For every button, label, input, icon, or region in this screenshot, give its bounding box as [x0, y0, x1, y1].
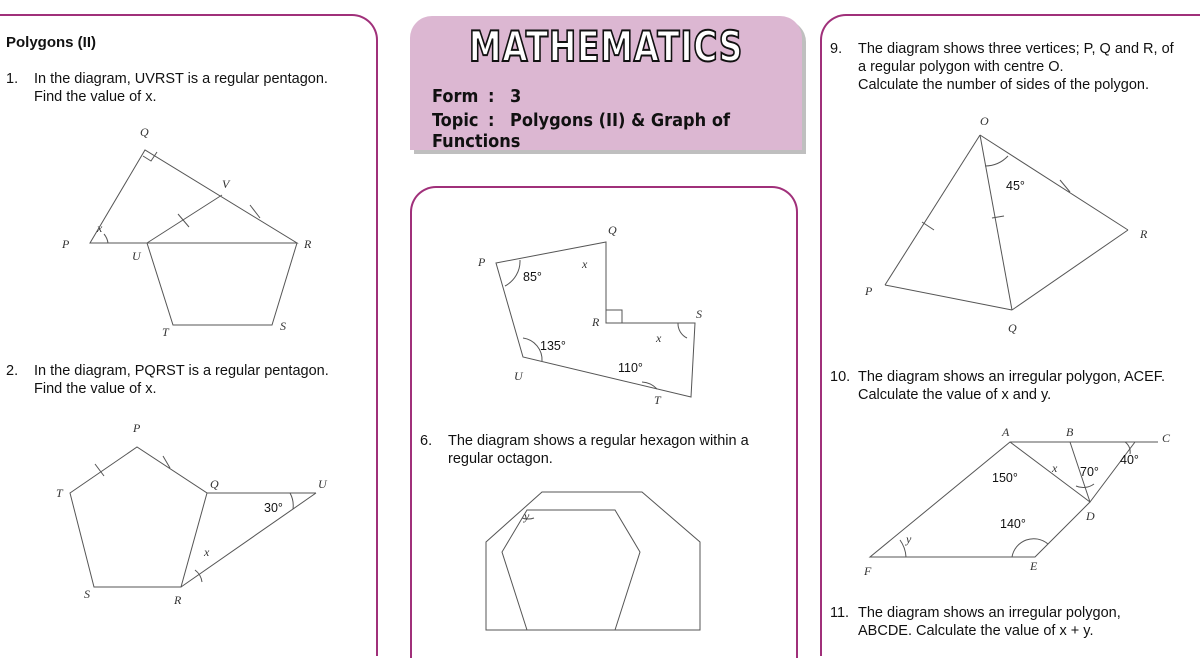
svg-text:x: x [97, 221, 103, 235]
svg-text:Q: Q [1008, 321, 1017, 335]
svg-text:T: T [654, 393, 661, 407]
svg-text:U: U [318, 477, 327, 491]
svg-text:Q: Q [608, 223, 617, 237]
svg-text:x: x [204, 545, 210, 559]
diagram-polygon-pqrstu [410, 220, 794, 420]
topic-label: Topic [432, 110, 479, 131]
svg-text:Q: Q [140, 125, 149, 139]
topic-value: Polygons (II) & Graph of Functions [432, 110, 730, 152]
svg-text:U: U [514, 369, 523, 383]
svg-text:D: D [1086, 509, 1095, 523]
svg-text:R: R [592, 315, 600, 329]
subject-title: MATHEMATICS [468, 22, 744, 71]
question-10-text: The diagram shows an irregular polygon, ACEF. [858, 369, 1166, 385]
svg-text:E: E [1030, 559, 1038, 573]
form-label: Form [432, 86, 479, 107]
svg-text:40°: 40° [1120, 453, 1139, 467]
svg-text:U: U [132, 249, 141, 263]
svg-text:150°: 150° [992, 471, 1018, 485]
svg-text:Q: Q [210, 477, 219, 491]
svg-text:70°: 70° [1080, 465, 1099, 479]
svg-text:R: R [1140, 227, 1148, 241]
svg-text:S: S [280, 319, 286, 333]
svg-text:30°: 30° [264, 501, 283, 515]
svg-text:P: P [62, 237, 70, 251]
question-2: 2. In the diagram, PQRST is a regular pentagon. Find the value of x. [6, 363, 329, 397]
svg-text:R: R [174, 593, 182, 607]
svg-text:F: F [864, 564, 872, 578]
svg-text:x: x [1052, 461, 1058, 475]
svg-text:140°: 140° [1000, 517, 1026, 531]
form-value: 3 [510, 86, 522, 107]
svg-text:S: S [84, 587, 90, 601]
diagram-pentagon-uvrst [0, 120, 380, 350]
svg-text:C: C [1162, 431, 1171, 445]
question-1-text: In the diagram, UVRST is a regular pentagon. [34, 71, 328, 87]
question-6: 6. The diagram shows a regular hexagon within a regular octagon. [420, 433, 749, 467]
diagram-irregular-polygon-acef [830, 420, 1190, 590]
svg-text:x: x [656, 331, 662, 345]
svg-text:R: R [304, 237, 312, 251]
question-9-text: The diagram shows three vertices; P, Q and R, of [858, 41, 1174, 57]
svg-text:S: S [696, 307, 702, 321]
section-title: Polygons (II) [6, 34, 96, 51]
question-10: 10. The diagram shows an irregular polygon, ACEF. Calculate the value of x and y. [830, 369, 1166, 403]
question-2-text: In the diagram, PQRST is a regular pentagon. [34, 363, 329, 379]
question-9: 9. The diagram shows three vertices; P, Q and R, of a regular polygon with centre O. Calculate the number of sides of the polygon. [830, 41, 1174, 93]
question-11: 11. The diagram shows an irregular polygon, ABCDE. Calculate the value of x + y. [830, 605, 1121, 639]
svg-text:V: V [222, 177, 230, 191]
diagram-hexagon-in-octagon [410, 480, 794, 630]
svg-text:P: P [133, 421, 141, 435]
svg-text:P: P [478, 255, 486, 269]
svg-text:P: P [865, 284, 873, 298]
svg-text:T: T [162, 325, 169, 339]
svg-text:135°: 135° [540, 339, 566, 353]
svg-text:45°: 45° [1006, 179, 1025, 193]
question-11-text: The diagram shows an irregular polygon, [858, 605, 1121, 621]
topic-row: Topic : Polygons (II) & Graph of Functions [432, 110, 730, 152]
svg-text:y: y [524, 509, 530, 523]
diagram-pentagon-pqrst [0, 420, 380, 630]
question-6-text: The diagram shows a regular hexagon within a [448, 433, 749, 449]
form-row: Form : 3 [432, 86, 522, 107]
diagram-regular-polygon-opqr [830, 110, 1190, 350]
question-1: 1. In the diagram, UVRST is a regular pentagon. Find the value of x. [6, 71, 328, 105]
svg-text:110°: 110° [618, 361, 643, 375]
svg-text:T: T [56, 486, 63, 500]
svg-text:B: B [1066, 425, 1074, 439]
header-banner [410, 16, 802, 150]
svg-text:x: x [582, 257, 588, 271]
svg-text:y: y [906, 532, 912, 546]
svg-text:85°: 85° [523, 270, 542, 284]
svg-text:A: A [1002, 425, 1010, 439]
svg-text:O: O [980, 114, 989, 128]
